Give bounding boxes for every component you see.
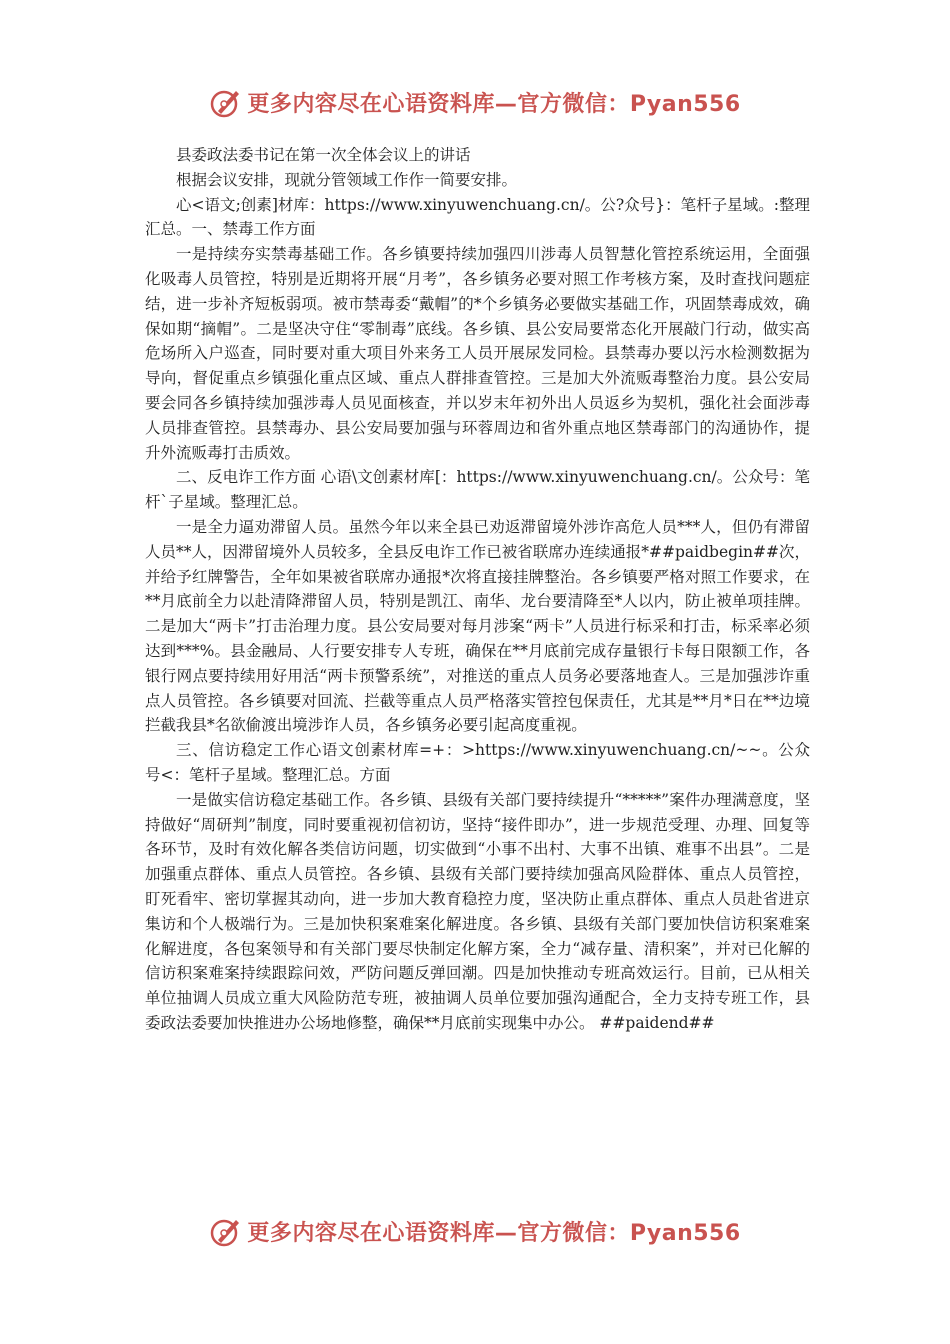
- paragraph: 一是做实信访稳定基础工作。各乡镇、县级有关部门要持续提升“*****”案件办理满意度，坚持做好“周研判”制度，同时要重视初信初访，坚持“接件即办”，进一步规范受理、办理、回复等各环节，及时有效化解各类信访问题，切实做到“小事不出村、大事不出镇、难事不出县”。二是加强重点群体、重点人员管控。各乡镇、县级有关部门要持续加强高风险群体、重点人员管控，盯死看牢、密切掌握其动向，进一步加大教育稳控力度，坚决防止重点群体、重点人员赴省进京集访和个人极端行为。三是加快积案难案化解进度。各乡镇、县级有关部门要加快信访积案难案化解进度，各包案领导和有关部门要尽快制定化解方案，全力“减存量、清积案”，并对已化解的信访积案难案持续跟踪问效，严防问题反弹回潮。四是加快推动专班高效运行。目前，已从相关单位抽调人员成立重大风险防范专班，被抽调人员单位要加强沟通配合，全力支持专班工作，县委政法委要加快推进办公场地修整，确保**月底前实现集中办公。 ##paidend##: [145, 790, 810, 1032]
- pen-logo-icon: [209, 1214, 243, 1248]
- paragraph: 一是持续夯实禁毒基础工作。各乡镇要持续加强四川涉毒人员智慧化管控系统运用，全面强化吸毒人员管控，特别是近期将开展“月考”，各乡镇务必要对照工作考核方案，及时查找问题症结，进一步补齐短板弱项。被市禁毒委“戴帽”的*个乡镇务必要做实基础工作，巩固禁毒成效，确保如期“摘帽”。二是坚决守住“零制毒”底线。各乡镇、县公安局要常态化开展敲门行动，做实高危场所入户巡查，同时要对重大项目外来务工人员开展尿发同检。县禁毒办要以污水检测数据为导向，督促重点乡镇强化重点区域、重点人群排查管控。三是加大外流贩毒整治力度。县公安局要会同各乡镇持续加强涉毒人员见面核查，并以岁末年初外出人员返乡为契机，强化社会面涉毒人员排查管控。县禁毒办、县公安局要加强与环蓉周边和省外重点地区禁毒部门的沟通协作，提升外流贩毒打击质效。: [145, 245, 810, 462]
- header-banner: [0, 82, 950, 122]
- paragraph: 三、信访稳定工作心语文创素材库=+：>https://www.xinyuwenchuang.cn/~~。公众号<：笔杆子星域。整理汇总。方面: [145, 741, 810, 784]
- banner-text: 更多内容尽在心语资料库—官方微信：Pyan556: [247, 1220, 741, 1246]
- paragraph: 二、反电诈工作方面 心语\文创素材库[：https://www.xinyuwenchuang.cn/。公众号：笔杆`子星域。整理汇总。: [145, 468, 810, 512]
- speech-title: 县委政法委书记在第一次全体会议上的讲话: [176, 146, 471, 164]
- footer-banner: [0, 1211, 950, 1251]
- paragraph: 根据会议安排，现就分管领域工作作一简要安排。: [176, 170, 518, 189]
- banner-text: 更多内容尽在心语资料库—官方微信：Pyan556: [247, 91, 741, 117]
- document-body: [145, 143, 810, 1036]
- paragraph: 一是全力逼劝滞留人员。虽然今年以来全县已劝返滞留境外涉诈高危人员***人，但仍有滞留人员**人，因滞留境外人员较多，全县反电诈工作已被省联席办连续通报*##paidbegin##次，并给予红牌警告，全年如果被省联席办通报*次将直接挂牌整治。各乡镇要严格对照工作要求，在**月底前全力以赴清降滞留人员，特别是凯江、南华、龙台要清降至*人以内，防止被单项挂牌。二是加大“两卡”打击治理力度。县公安局要对每月涉案“两卡”人员进行标采和打击，标采率必须达到***%。县金融局、人行要安排专人专班，确保在**月底前完成存量银行卡每日限额工作，各银行网点要持续用好用活“两卡预警系统”，对推送的重点人员务必要落地查人。三是加强涉诈重点人员管控。各乡镇要对回流、拦截等重点人员严格落实管控包保责任，尤其是**月*日在**边境拦截我县*名欲偷渡出境涉诈人员，各乡镇务必要引起高度重视。: [145, 517, 810, 735]
- pen-logo-icon: [209, 85, 243, 119]
- paragraph: 心<语文;创素]材库：https://www.xinyuwenchuang.cn/。公?众号}：笔杆子星域。:整理汇总。一、禁毒工作方面: [145, 195, 810, 239]
